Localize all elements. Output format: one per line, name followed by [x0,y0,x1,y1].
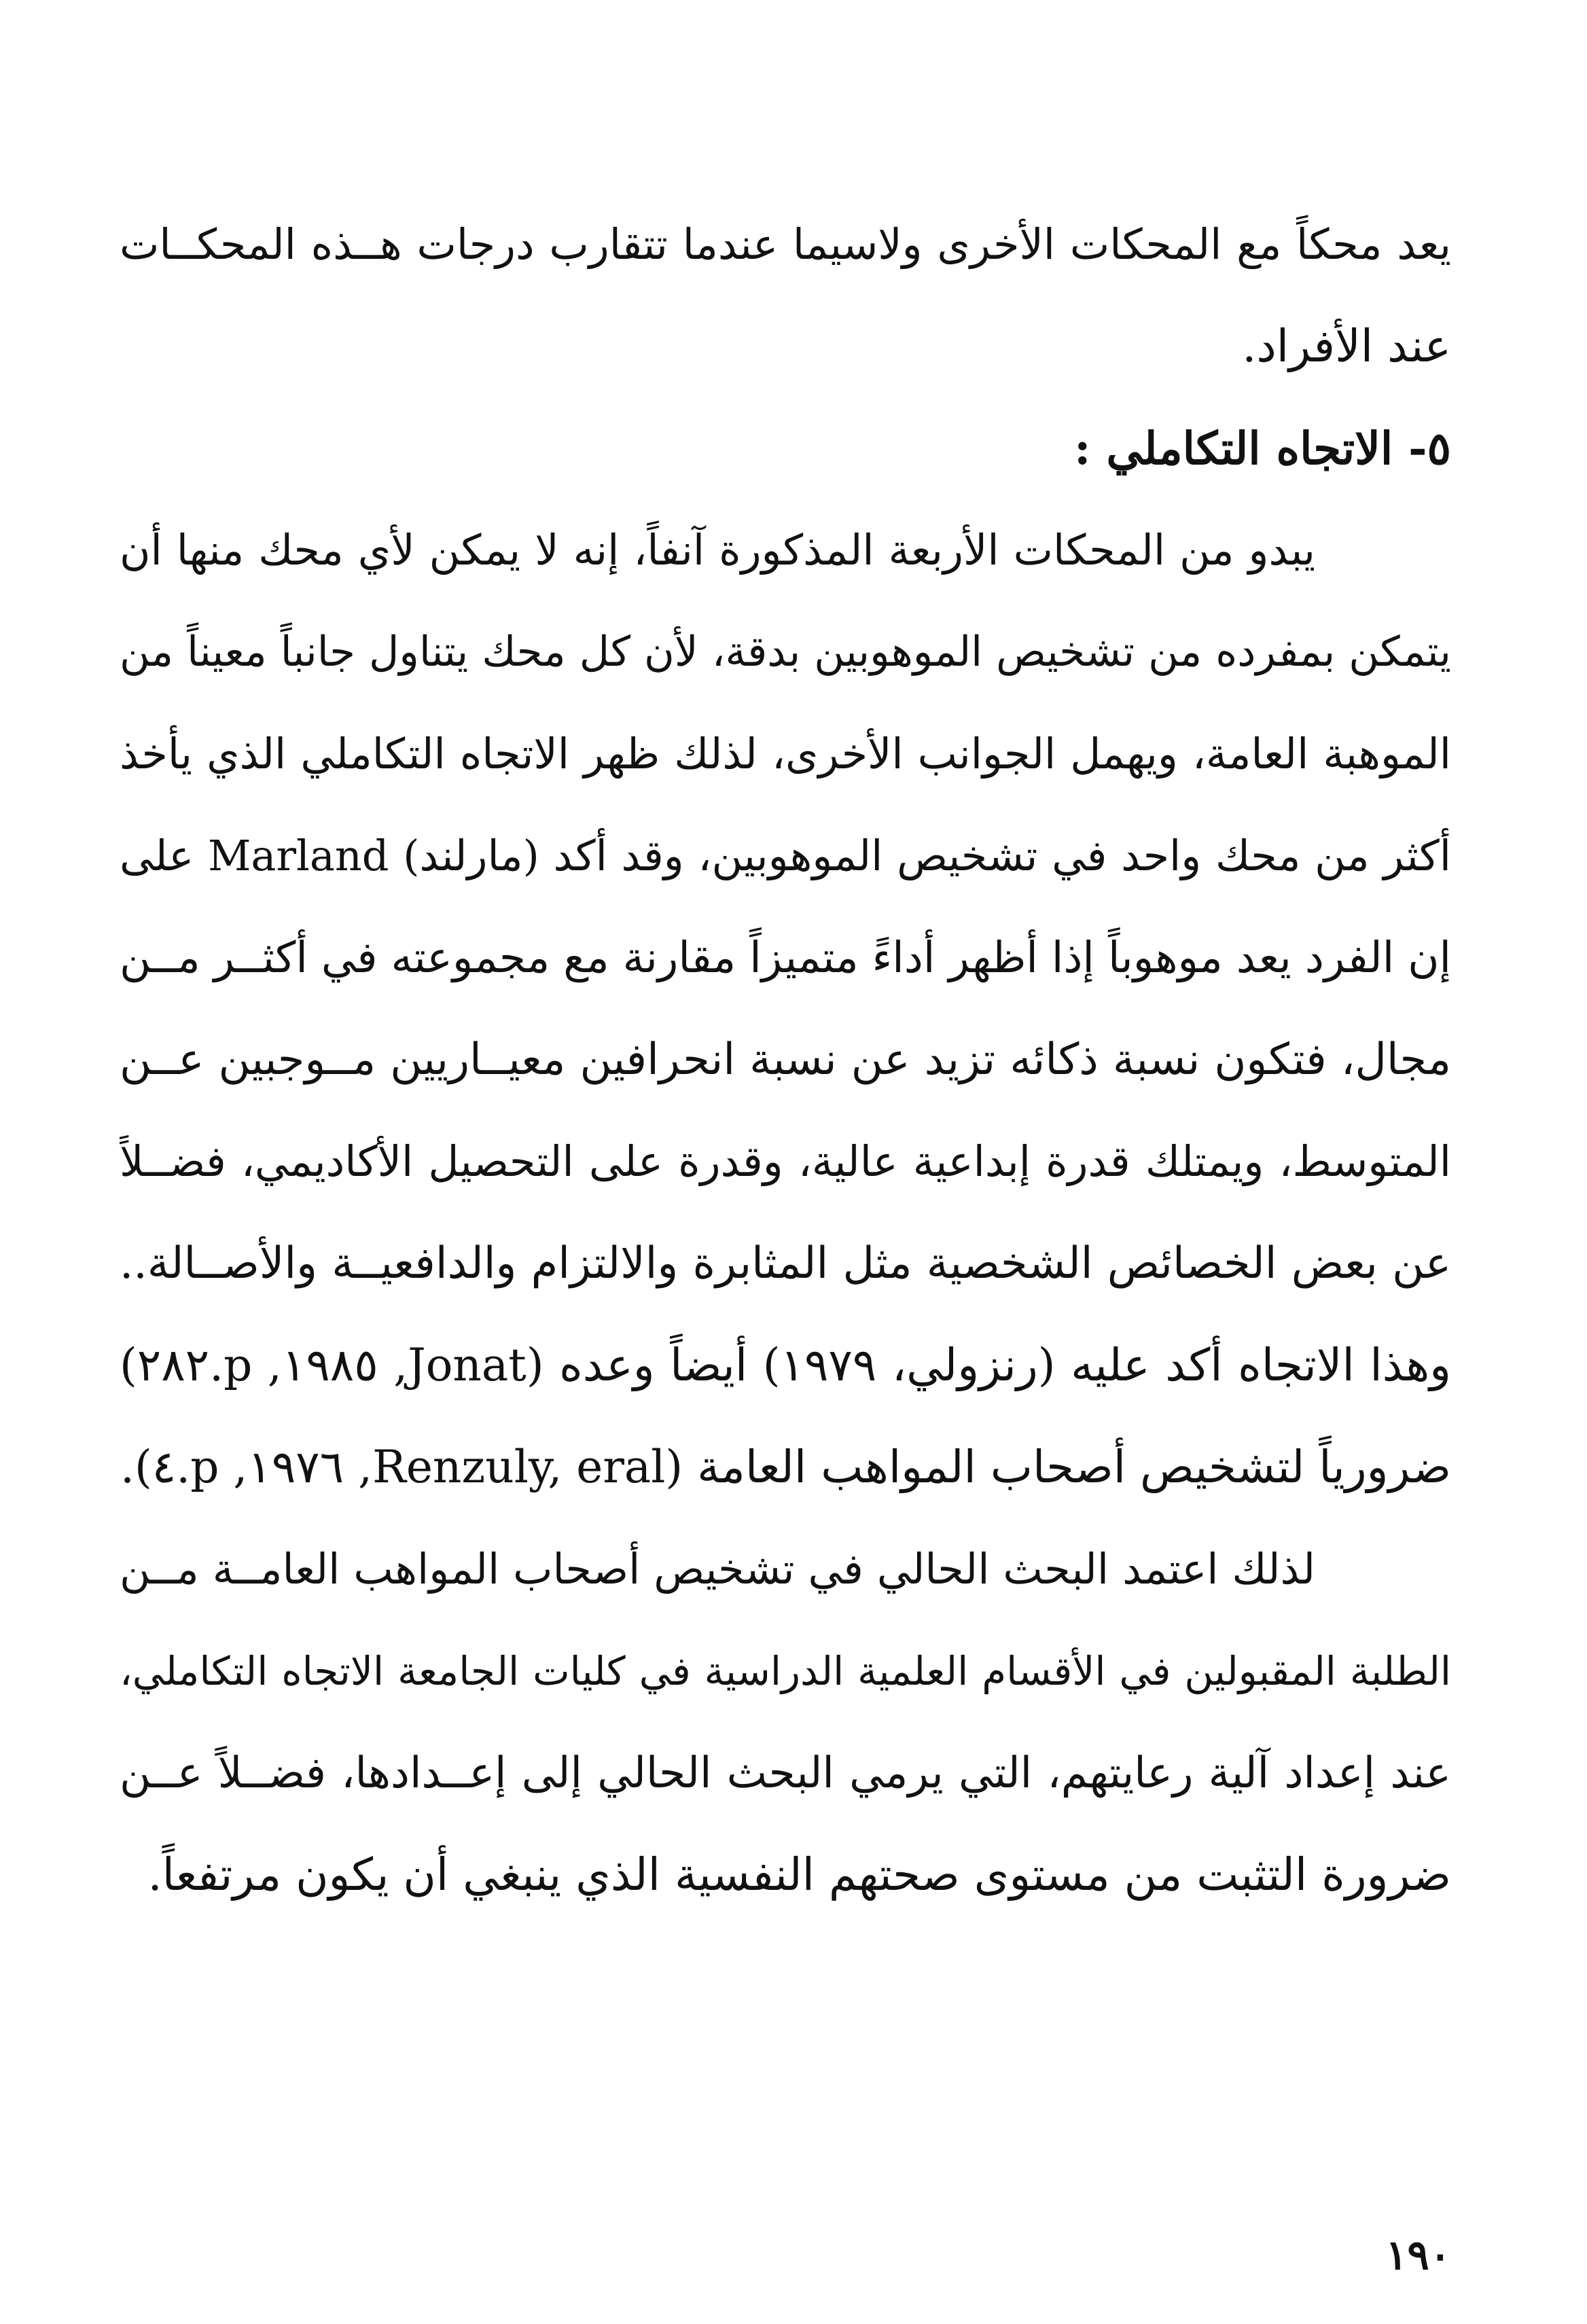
paragraph-line-14: الطلبة المقبولين في الأقسام العلمية الدراسية في كليات الجامعة الاتجاه التكاملي، [120,1648,1451,1694]
page-number: ١٩٠ [1385,2232,1451,2279]
paragraph-line-9: المتوسط، ويمتلك قدرة إبداعية عالية، وقدرة على التحصيل الأكاديمي، فضــلاً [120,1137,1451,1186]
paragraph-line-11: وهذا الاتجاه أكد عليه (رنزولي، ١٩٧٩) أيضاً وعده (Jonat, ١٩٨٥, p.٢٨٢) [120,1339,1451,1391]
paragraph-line-16: ضرورة التثبت من مستوى صحتهم النفسية الذي ينبغي أن يكون مرتفعاً. [147,1848,1451,1901]
paragraph-line-3: يبدو من المحكات الأربعة المذكورة آنفاً، إنه لا يمكن لأي محك منها أن [120,525,1315,575]
paragraph-line-12: ضرورياً لتشخيص أصحاب المواهب العامة (Renzuly, eral, ١٩٧٦, p.٤). [120,1441,1451,1493]
paragraph-line-5: الموهبة العامة، ويهمل الجوانب الأخرى، لذلك ظهر الاتجاه التكاملي الذي يأخذ [120,729,1451,779]
paragraph-line-15: عند إعداد آلية رعايتهم، التي يرمي البحث الحالي إلى إعــدادها، فضــلاً عــن [120,1748,1451,1798]
paragraph-line-6: أكثر من محك واحد في تشخيص الموهوبين، وقد أكد (مارلند) Marland على [120,831,1451,880]
paragraph-line-8: مجال، فتكون نسبة ذكائه تزيد عن نسبة انحرافين معيــاريين مــوجبين عــن [120,1035,1451,1085]
paragraph-line-10: عن بعض الخصائص الشخصية مثل المثابرة والالتزام والدافعيــة والأصــالة.. [120,1238,1451,1289]
paragraph-line-13: لذلك اعتمد البحث الحالي في تشخيص أصحاب المواهب العامــة مــن [120,1544,1315,1594]
section-heading: ٥- الاتجاه التكاملي : [1074,422,1451,475]
paragraph-line-4: يتمكن بمفرده من تشخيص الموهوبين بدقة، لأن كل محك يتناول جانباً معيناً من [120,628,1451,676]
paragraph-line-7: إن الفرد يعد موهوباً إذا أظهر أداءً متميزاً مقارنة مع مجموعته في أكثــر مــن [120,933,1451,982]
paragraph-line-1: يعد محكاً مع المحكات الأخرى ولاسيما عندما تتقارب درجات هــذه المحكــات [120,219,1451,269]
paragraph-line-2: عند الأفراد. [1242,320,1451,372]
